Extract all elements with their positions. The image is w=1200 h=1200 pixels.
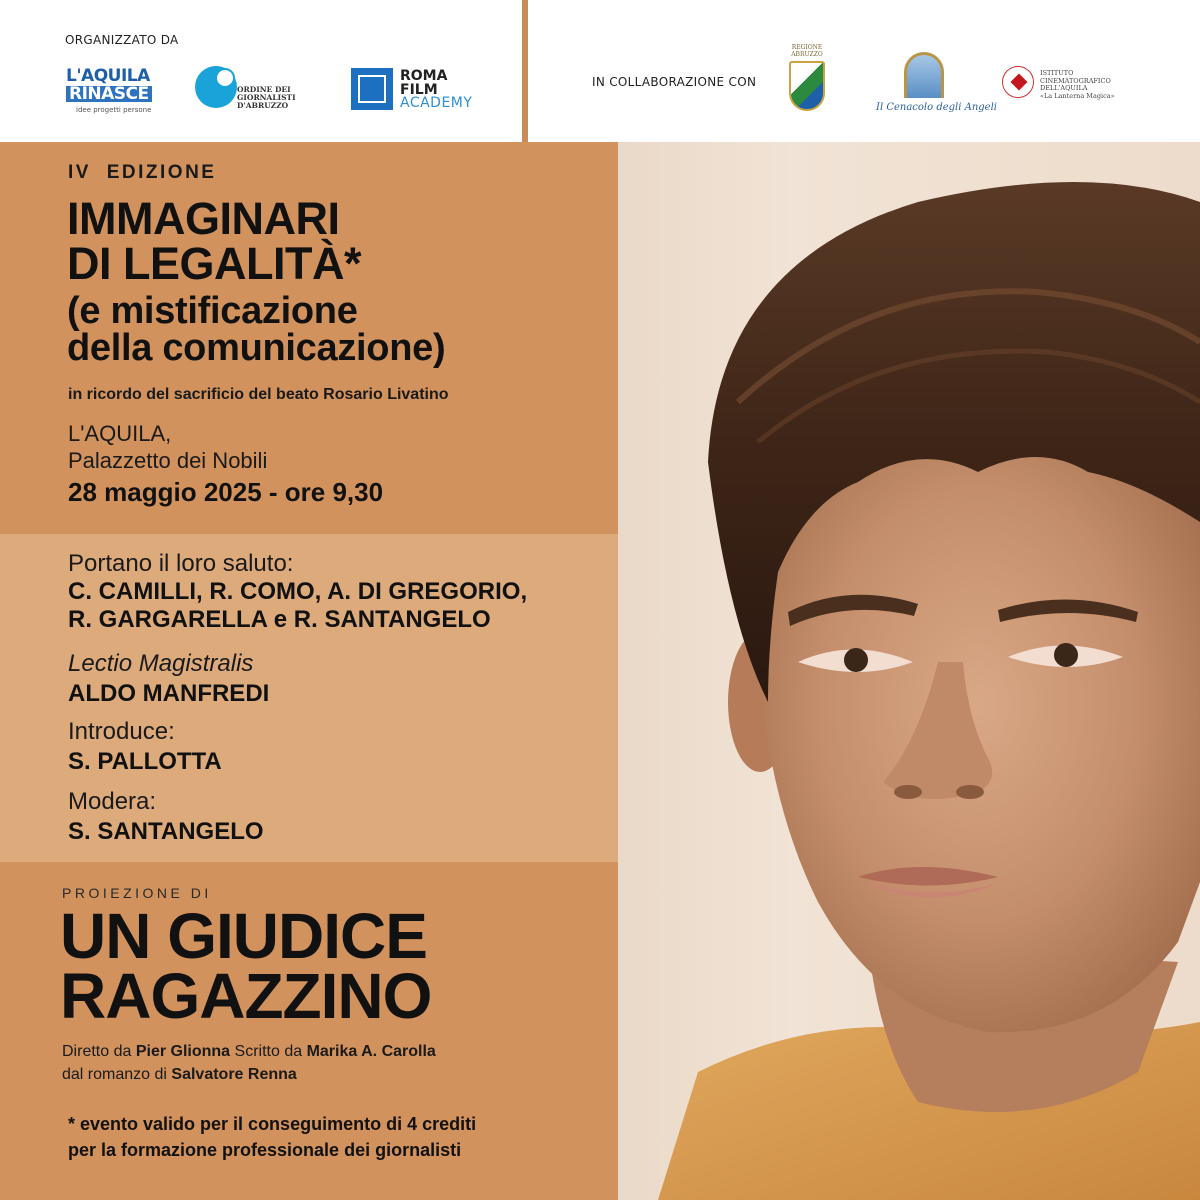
moderator-label: Modera: — [68, 788, 157, 815]
ordine-giornalisti-logo: ORDINE DEI GIORNALISTI D'ABRUZZO — [195, 66, 320, 112]
arch-icon — [904, 52, 944, 98]
greetings-names: C. CAMILLI, R. COMO, A. DI GREGORIO, R. GARGARELLA e R. SANTANGELO — [68, 578, 528, 633]
header — [0, 0, 1200, 142]
regione-abruzzo-logo: REGIONE ABRUZZO — [786, 44, 828, 116]
portrait-photo — [618, 142, 1200, 1200]
shield-icon — [789, 61, 825, 111]
intro-speaker: S. PALLOTTA — [68, 748, 222, 775]
square-icon — [351, 68, 393, 110]
film-title: UN GIUDICE RAGAZZINO — [60, 900, 432, 1032]
event-location: L'AQUILA, Palazzetto dei Nobili — [68, 421, 268, 473]
film-credits: Diretto da Pier Glionna Scritto da Marika A. Carolla dal romanzo di Salvatore Renna — [62, 1043, 436, 1083]
credits-note: * evento valido per il conseguimento di 4 crediti per la formazione professionale dei giornalisti — [68, 1114, 477, 1160]
collaboration-label: IN COLLABORAZIONE CON — [592, 75, 757, 89]
event-title: IMMAGINARI DI LEGALITÀ* — [67, 193, 361, 289]
lectio-speaker: ALDO MANFREDI — [68, 680, 270, 707]
roma-film-academy-logo: ROMA FILM ACADEMY — [351, 68, 481, 112]
cenacolo-logo: Il Cenacolo degli Angeli — [876, 52, 971, 116]
header-divider — [522, 0, 528, 142]
memory-dedication: in ricordo del sacrificio del beato Rosario Livatino — [68, 386, 449, 403]
portrait-illustration — [618, 142, 1200, 1200]
event-subtitle: (e mistificazione della comunicazione) — [67, 290, 446, 369]
edition-label: IV EDIZIONE — [68, 162, 217, 183]
istituto-cinematografico-logo: ISTITUTO CINEMATOGRAFICO DELL'AQUILA «La Lanterna Magica» — [1000, 64, 1135, 102]
organized-by-label: ORGANIZZATO DA — [65, 33, 179, 47]
event-datetime: 28 maggio 2025 - ore 9,30 — [68, 477, 384, 507]
screening-label: PROIEZIONE DI — [62, 885, 212, 901]
lectio-label: Lectio Magistralis — [68, 650, 254, 677]
greetings-label: Portano il loro saluto: — [68, 550, 294, 577]
moderator-name: S. SANTANGELO — [68, 818, 264, 845]
heart-icon — [1002, 66, 1034, 98]
intro-label: Introduce: — [68, 718, 175, 745]
aquila-rinasce-logo: L'AQUILA RINASCE idee progetti persone — [66, 66, 152, 114]
